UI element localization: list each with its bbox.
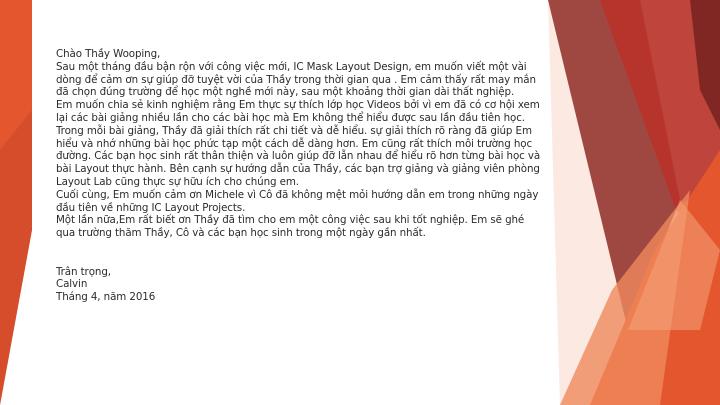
paragraph-4: Một lần nữa,Em rất biết ơn Thầy đã tìm cho em một công việc sau khi tốt nghiệp. Em sẽ ghé qua trường thăm Thầy, Cô và các bạn học sinh trong một ngày gần nhất. [56, 214, 525, 240]
signature: Calvin [56, 278, 88, 291]
closing: Trân trọng, [56, 265, 111, 278]
date: Tháng 4, năm 2016 [56, 291, 156, 304]
left-accent-shadow [0, 110, 32, 405]
paragraph-3: Cuối cùng, Em muốn cảm ơn Michele vì Cô đã không mệt mỏi hướng dẫn em trong những ngày đầu tiên về những IC Layout Projects. [56, 188, 539, 214]
paragraph-1: Sau một tháng đầu bận rộn với công việc mới, IC Mask Layout Design, em muốn viết một vài dòng để cảm ơn sự giúp đỡ tuyệt vời của Thầy trong thời gian qua . Em cảm thấy rất may mắn đã chọn đúng trường để học một nghề mới này, sau một khoảng thời gian dài thất nghiệp. [56, 60, 536, 99]
greeting: Chào Thầy Wooping, [56, 48, 161, 60]
spacer [56, 240, 546, 266]
letter-body [56, 48, 546, 304]
paragraph-2: Em muốn chia sẻ kinh nghiệm rằng Em thực sự thích lớp học Videos bởi vì em đã có cơ hội xem lại các bài giảng nhiều lần cho các bài học mà Em không thể hiểu được sau lần đầu tiên học. Trong mỗi bài giảng, Thầy đã giải thích rất chi tiết và dễ hiểu. sự giải thích rõ ràng đã giúp Em hiểu và nhớ những bài học phức tạp một cách dễ dàng hơn. Em cũng rất thích môi trường học đường. Các bạn học sinh rất thân thiện và luôn giúp đỡ lẫn nhau để hiểu rõ hơn từng bài học và bài Layout thực hành. Bên cạnh sự hướng dẫn của Thầy, các bạn trợ giảng và giảng viên phòng Layout Lab cũng thực sự hữu ích cho chúng em. [56, 99, 541, 188]
